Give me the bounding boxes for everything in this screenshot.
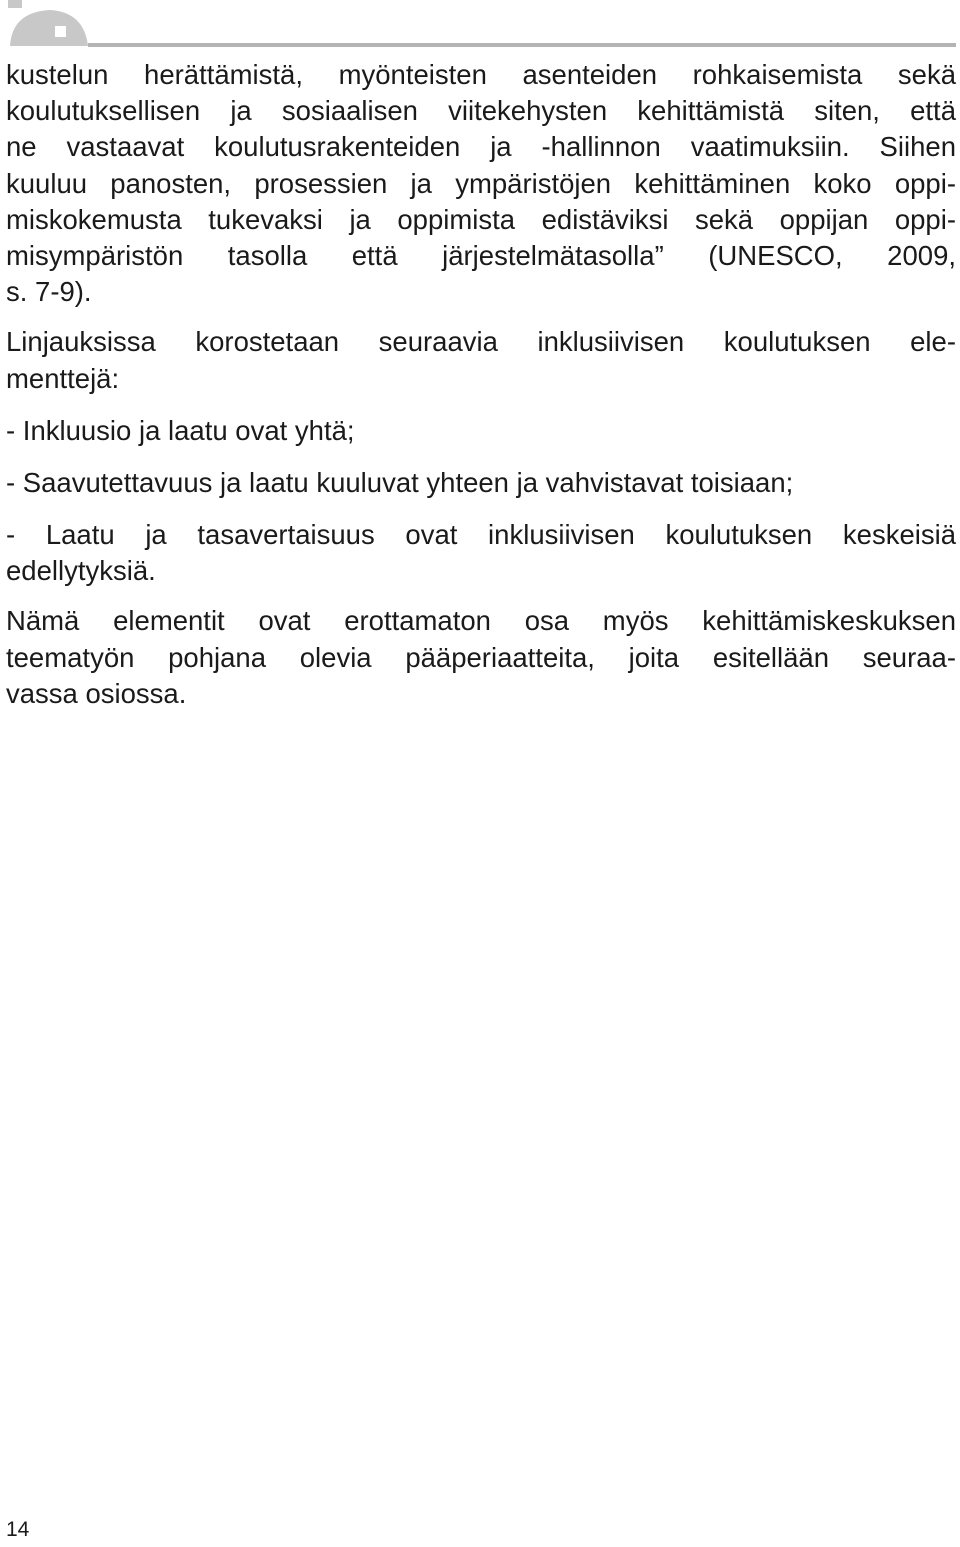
text-line: kustelun herättämistä, myönteisten asenteiden rohkaisemista sekä xyxy=(6,59,956,90)
bullet-item-3 xyxy=(6,517,956,589)
text-line: - Inkluusio ja laatu ovat yhtä; xyxy=(6,414,355,446)
bullet-item-1 xyxy=(6,413,956,449)
page-content xyxy=(6,57,956,712)
text-line: vassa osiossa. xyxy=(6,677,187,709)
header-rule xyxy=(88,43,956,47)
text-line: Nämä elementit ovat erottamaton osa myös kehittämiskeskuksen xyxy=(6,605,956,637)
text-line: miskokemusta tukevaksi ja oppimista edistäviksi sekä oppijan oppi- xyxy=(6,203,956,235)
text-line: kuuluu panosten, prosessien ja ympäristöjen kehittäminen koko oppi- xyxy=(6,167,956,199)
text-line: ne vastaavat koulutusrakenteiden ja -hallinnon vaatimuksiin. Siihen xyxy=(6,131,956,163)
corner-tab-shape xyxy=(10,10,88,46)
bullet-item-2 xyxy=(6,465,956,501)
paragraph-2 xyxy=(6,324,956,396)
text-line: menttejä: xyxy=(6,362,120,394)
paragraph-3 xyxy=(6,603,956,712)
corner-square-small xyxy=(8,0,22,8)
text-line: koulutuksellisen ja sosiaalisen viitekehysten kehittämistä siten, että xyxy=(6,95,956,127)
header-decoration xyxy=(0,0,960,50)
text-line: Linjauksissa korostetaan seuraavia inklusiivisen koulutuksen ele- xyxy=(6,326,956,358)
page-number: 14 xyxy=(6,1518,30,1541)
text-line: - Laatu ja tasavertaisuus ovat inklusiivisen koulutuksen keskeisiä xyxy=(6,519,956,551)
paragraph-1 xyxy=(6,57,956,310)
text-line: misympäristön tasolla että järjestelmätasolla” (UNESCO, 2009, xyxy=(6,239,956,271)
text-line: edellytyksiä. xyxy=(6,555,156,587)
text-line: teematyön pohjana olevia pääperiaatteita, joita esitellään seuraa- xyxy=(6,641,956,673)
text-line: s. 7-9). xyxy=(6,276,92,308)
text-line: - Saavutettavuus ja laatu kuuluvat yhteen ja vahvistavat toisiaan; xyxy=(6,466,794,498)
corner-square-white xyxy=(55,26,66,37)
